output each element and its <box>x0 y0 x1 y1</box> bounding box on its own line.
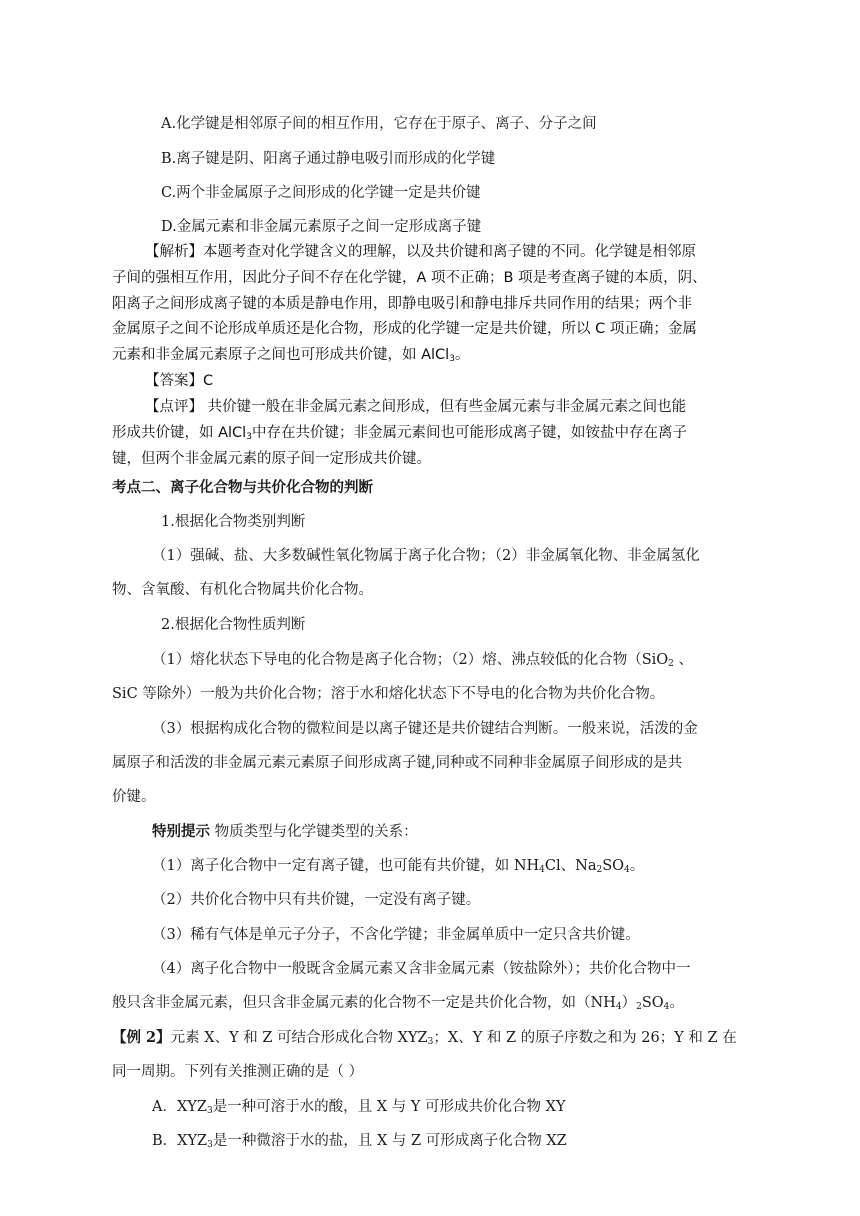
analysis-line-5: 元素和非金属元素原子之间也可形成共价键，如 AlCl$_3$。 <box>112 347 470 364</box>
judge-by-property-line-2: SiC 等除外）一般为共价化合物；溶于水和熔化状态下不导电的化合物为共价化合物。 <box>112 686 665 702</box>
example-2-line-1: 【例 2】元素 X、Y 和 Z 可结合形成化合物 $XYZ_3$；X、Y 和 Z 的原子序数之和为 26；Y 和 Z 在 <box>112 1029 737 1047</box>
answer-value: C <box>203 373 214 389</box>
judge-by-class-title: 1.根据化合物类别判断 <box>161 514 306 530</box>
option-a: A.化学键是相邻原子间的相互作用，它存在于原子、离子、分子之间 <box>161 116 597 132</box>
special-tip-point-3: （3）稀有气体是单元子分子，不含化学键；非金属单质中一定只含共价键。 <box>152 927 640 943</box>
example-2-option-b: B．$XYZ_3$是一种微溶于水的盐，且 X 与 Z 可形成离子化合物 XZ <box>152 1133 567 1150</box>
analysis-line-3: 阳离子之间形成离子键的本质是静电作用，即静电吸引和静电排斥共同作用的结果；两个非 <box>112 296 692 312</box>
example-2-option-a: A．$XYZ_3$是一种可溶于水的酸，且 X 与 Y 可形成共价化合物 XY <box>152 1099 566 1116</box>
special-tip-point-4-line-2: 般只含非金属元素，但只含非金属元素的化合物不一定是共价化合物，如$(NH_4)_2SO_4$。 <box>112 995 684 1012</box>
option-d: D.金属元素和非金属元素原子之间一定形成离子键 <box>161 219 482 235</box>
section-heading: 考点二、离子化合物与共价化合物的判断 <box>112 479 373 496</box>
special-tip-point-4-line-1: （4）离子化合物中一般既含金属元素又含非金属元素（铵盐除外）；共价化合物中一 <box>152 961 691 977</box>
comment-line-2: 形成共价键，如 AlCl$_3$中存在共价键；非金属元素间也可能形成离子键，如铵盐中存在离子 <box>112 425 687 442</box>
answer-line <box>145 369 213 390</box>
analysis-line-1: 【解析】本题考查对化学键含义的理解，以及共价键和离子键的不同。化学键是相邻原 <box>145 244 696 260</box>
special-tip-label: 特别提示 <box>152 824 210 840</box>
comment-line-1: 【点评】 共价键一般在非金属元素之间形成，但有些金属元素与非金属元素之间也能 <box>145 399 687 415</box>
judge-by-property-line-3: （3）根据构成化合物的微粒间是以离子键还是共价键结合判断。一般来说，活泼的金 <box>152 721 698 737</box>
special-tip-point-2: （2）共价化合物中只有共价键，一定没有离子键。 <box>152 892 481 908</box>
special-tip-line: 特别提示 物质类型与化学键类型的关系： <box>152 824 418 840</box>
judge-by-class-line-1: （1）强碱、盐、大多数碱性氧化物属于离子化合物；（2）非金属氧化物、非金属氢化 <box>152 548 700 564</box>
judge-by-class-line-2: 物、含氧酸、有机化合物属共价化合物。 <box>112 582 373 598</box>
example-2-line-2: 同一周期。下列有关推测正确的是（ ） <box>112 1064 364 1080</box>
judge-by-property-line-4: 属原子和活泼的非金属元素元素原子间形成离子键,同种或不同种非金属原子间形成的是共 <box>112 755 683 771</box>
judge-by-property-title: 2.根据化合物性质判断 <box>161 617 306 633</box>
judge-by-property-line-5: 价键。 <box>112 789 156 805</box>
analysis-line-2: 子间的强相互作用，因此分子间不存在化学键，A 项不正确；B 项是考查离子键的本质，阴、 <box>112 270 707 286</box>
judge-by-property-line-1: （1）熔化状态下导电的化合物是离子化合物；（2）熔、沸点较低的化合物（SiO$_2$ 、 <box>152 652 693 669</box>
analysis-line-4: 金属原子之间不论形成单质还是化合物，形成的化学键一定是共价键，所以 C 项正确；金属 <box>112 321 697 337</box>
comment-label: 【点评】 <box>145 399 203 415</box>
analysis-label: 【解析】 <box>145 244 203 260</box>
example-2-label: 【例 2】 <box>112 1029 171 1046</box>
special-tip-point-1: （1）离子化合物中一定有离子键，也可能有共价键，如 $NH_4Cl$、$Na_2SO_4$。 <box>152 858 645 875</box>
comment-line-3: 键，但两个非金属元素的原子间一定形成共价键。 <box>112 451 431 467</box>
option-b: B.离子键是阴、阳离子通过静电吸引而形成的化学键 <box>161 151 496 167</box>
option-c: C.两个非金属原子之间形成的化学键一定是共价键 <box>161 185 481 201</box>
answer-label: 【答案】 <box>145 373 203 389</box>
